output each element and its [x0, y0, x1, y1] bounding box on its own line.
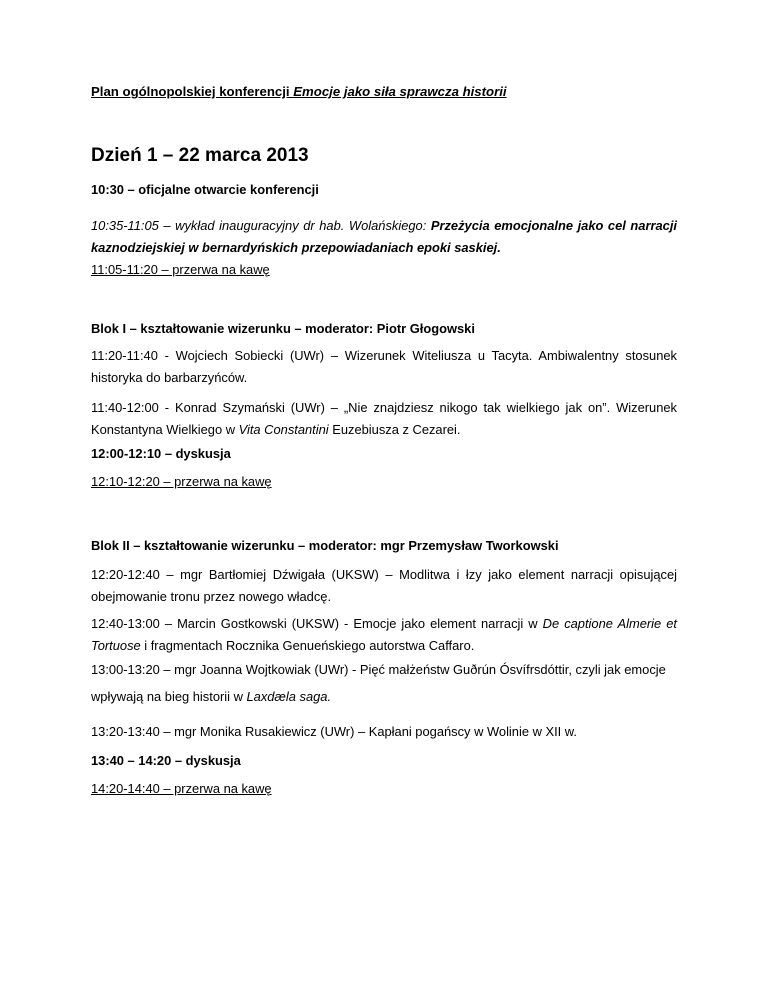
block2-heading: Blok II – kształtowanie wizerunku – moderator: mgr Przemysław Tworkowski — [91, 538, 559, 553]
title-italic: Emocje jako siła sprawcza historii — [293, 84, 507, 99]
block1-heading: Blok I – kształtowanie wizerunku – moderator: Piotr Głogowski — [91, 321, 475, 336]
block2-talk2-end: i fragmentach Rocznika Genueńskiego autorstwa Caffaro. — [140, 638, 475, 653]
lecture-topic: Przeżycia emocjonalne jako cel narracji kaznodziejskiej w bernardyńskich przepowiadaniach epoki saskiej. — [91, 218, 677, 255]
block1-talk2-text: 11:40-12:00 - Konrad Szymański (UWr) – „Nie znajdziesz nikogo tak wielkiego jak on”. Wizerunek Konstantyna Wielkiego w — [91, 400, 677, 437]
opening-line: 10:30 – oficjalne otwarcie konferencji — [91, 182, 319, 197]
block1-talk1: 11:20-11:40 - Wojciech Sobiecki (UWr) – Wizerunek Witeliusza u Tacyta. Ambiwalentny stosunek historyka do barbarzyńców. — [91, 348, 677, 385]
inaugural-lecture — [91, 215, 677, 259]
block1-talk2 — [91, 397, 677, 441]
block2-talk3-line2-text: wpływają na bieg historii w — [91, 689, 247, 704]
block1-talk2-end: Euzebiusza z Cezarei. — [328, 422, 461, 437]
block2-talk1: 12:20-12:40 – mgr Bartłomiej Dźwigała (UKSW) – Modlitwa i łzy jako element narracji opisującej obejmowanie tronu przez nowego władcę. — [91, 567, 677, 604]
coffee-break-1: 11:05-11:20 – przerwa na kawę — [91, 262, 270, 277]
block2-discussion: 13:40 – 14:20 – dyskusja — [91, 753, 241, 768]
lecture-prefix: 10:35-11:05 – wykład inauguracyjny dr hab. Wolańskiego: — [91, 218, 431, 233]
block2-talk2 — [91, 613, 677, 657]
coffee-break-2: 12:10-12:20 – przerwa na kawę — [91, 474, 272, 489]
coffee-break-3: 14:20-14:40 – przerwa na kawę — [91, 781, 272, 796]
block1-talk2-italic: Vita Constantini — [238, 422, 329, 437]
block2-talk2-text: 12:40-13:00 – Marcin Gostkowski (UKSW) - Emocje jako element narracji w — [91, 616, 543, 631]
title-plain: Plan ogólnopolskiej konferencji — [91, 84, 294, 99]
day-heading: Dzień 1 – 22 marca 2013 — [91, 145, 309, 166]
block2-talk3-line2-italic: Laxdæla saga. — [246, 689, 332, 704]
document-title — [91, 84, 507, 99]
block1-discussion: 12:00-12:10 – dyskusja — [91, 446, 231, 461]
block2-talk2-italic: De captione Almerie et Tortuose — [91, 616, 677, 653]
block2-talk3-line1: 13:00-13:20 – mgr Joanna Wojtkowiak (UWr) - Pięć małżeństw Guðrún Ósvífrsdóttir, czyli jak emocje — [91, 662, 666, 677]
block2-talk3-line2 — [91, 686, 677, 708]
block2-talk4: 13:20-13:40 – mgr Monika Rusakiewicz (UWr) – Kapłani pogańscy w Wolinie w XII w. — [91, 724, 577, 739]
